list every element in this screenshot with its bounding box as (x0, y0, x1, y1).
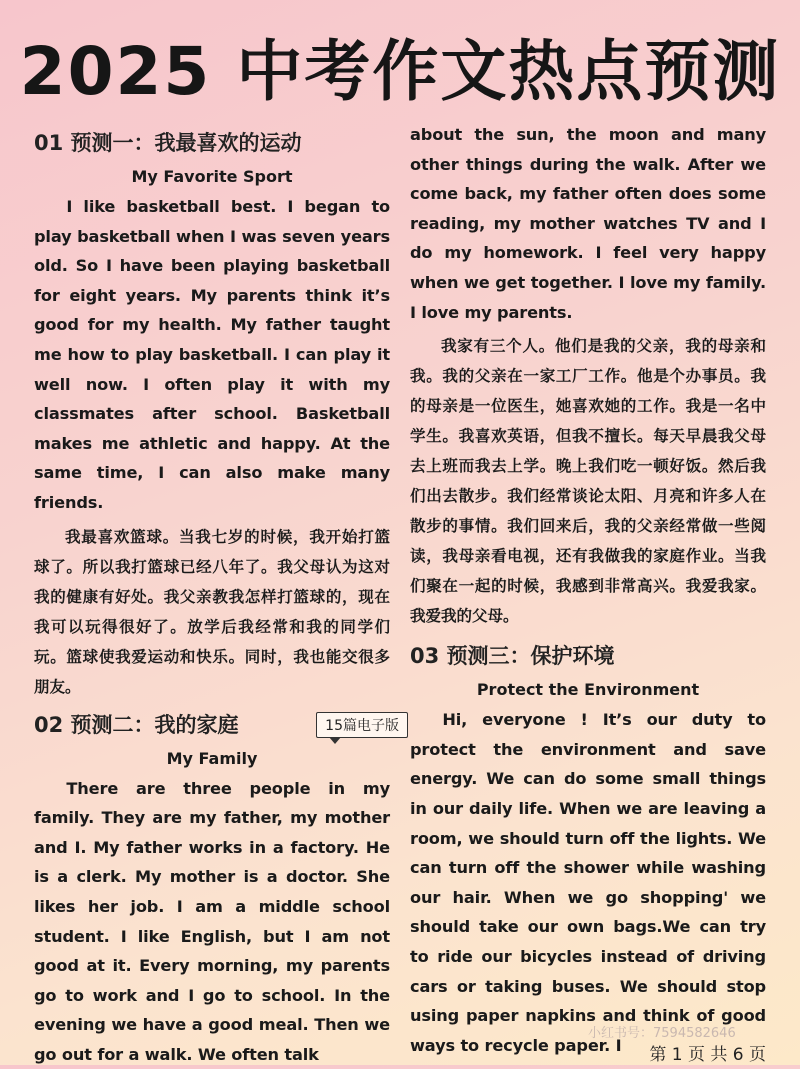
watermark-text: 小红书号：7594582646 (588, 1026, 736, 1041)
section-2-heading: 02 预测二：我的家庭 (34, 712, 239, 737)
section-1-english-text: I like basketball best. I began to play basketball when I was seven years old. So I have been playing basketball for eight years. My parents think it’s good for my health. My father taught me how to play basketball. I can play it well now. I often play it with my classmates after school. Basketball makes me athletic and happy. At the same time, I can also make many friends. (34, 197, 390, 512)
section-2-heading-row (34, 710, 399, 740)
section-2-english-text-part2: about the sun, the moon and many other things during the walk. After we come back, my father often does some reading, my mother watches TV and I do my homework. I feel very happy when we get together. I love my family. I love my parents. (410, 125, 766, 322)
section-1-heading: 01 预测一：我最喜欢的运动 (34, 131, 302, 155)
right-column (410, 120, 766, 1060)
section-3-heading: 03 预测三：保护环境 (410, 644, 615, 669)
section-1-subtitle: My Favorite Sport (131, 167, 293, 186)
section-3-subtitle: Protect the Environment (476, 680, 700, 700)
section-2-subtitle: My Family (166, 748, 258, 768)
left-column (34, 124, 399, 1069)
page-title: 2025 中考作文热点预测 (19, 33, 781, 110)
section-3-english-text: Hi, everyone ! It’s our duty to protect the environment and save energy. We can do some small things in our daily life. When we are leaving a room, we should turn off the lights. We can turn off the shower while washing our hair. When we go shopping' we should take our own bags.We can try to ride our bicycles instead of driving cars or taking buses. We should stop using paper napkins and think of good ways to recycle paper. I (410, 710, 766, 1055)
section-2-chinese-text: 我家有三个人。他们是我的父亲，我的母亲和我。我的父亲在一家工厂工作。他是个办事员。我的母亲是一位医生，她喜欢她的工作。我是一名中学生。我喜欢英语，但我不擅长。每天早晨我父母去上班而我去上学。晚上我们吃一顿好饭。然后我们出去散步。我们经常谈论太阳、月亮和许多人在散步的事情。我们回来后，我的父亲经常做一些阅读，我母亲看电视，还有我做我的家庭作业。当我们聚在一起的时候，我感到非常高兴。我爱我家。我爱我的父母。 (410, 337, 766, 626)
section-1-chinese-text: 我最喜欢篮球。当我七岁的时候，我开始打篮球了。所以我打篮球已经八年了。我父母认为这对我的健康有好处。我父亲教我怎样打篮球的，现在我可以玩得很好了。放学后我经常和我的同学们玩。篮球使我爱运动和快乐。同时，我也能交很多朋友。 (34, 527, 390, 696)
page-number: 第 1 页 共 6 页 (649, 1045, 766, 1065)
ebook-badge: 15篇电子版 (316, 712, 408, 738)
section-2-english-text-part1: There are three people in my family. They are my father, my mother and I. My father works in a factory. He is a clerk. My mother is a doctor. She likes her job. I am a middle school student. I like English, but I am not good at it. Every morning, my parents go to work and I go to school. In the evening we have a good meal. Then we go out for a walk. We often talk (34, 778, 390, 1064)
